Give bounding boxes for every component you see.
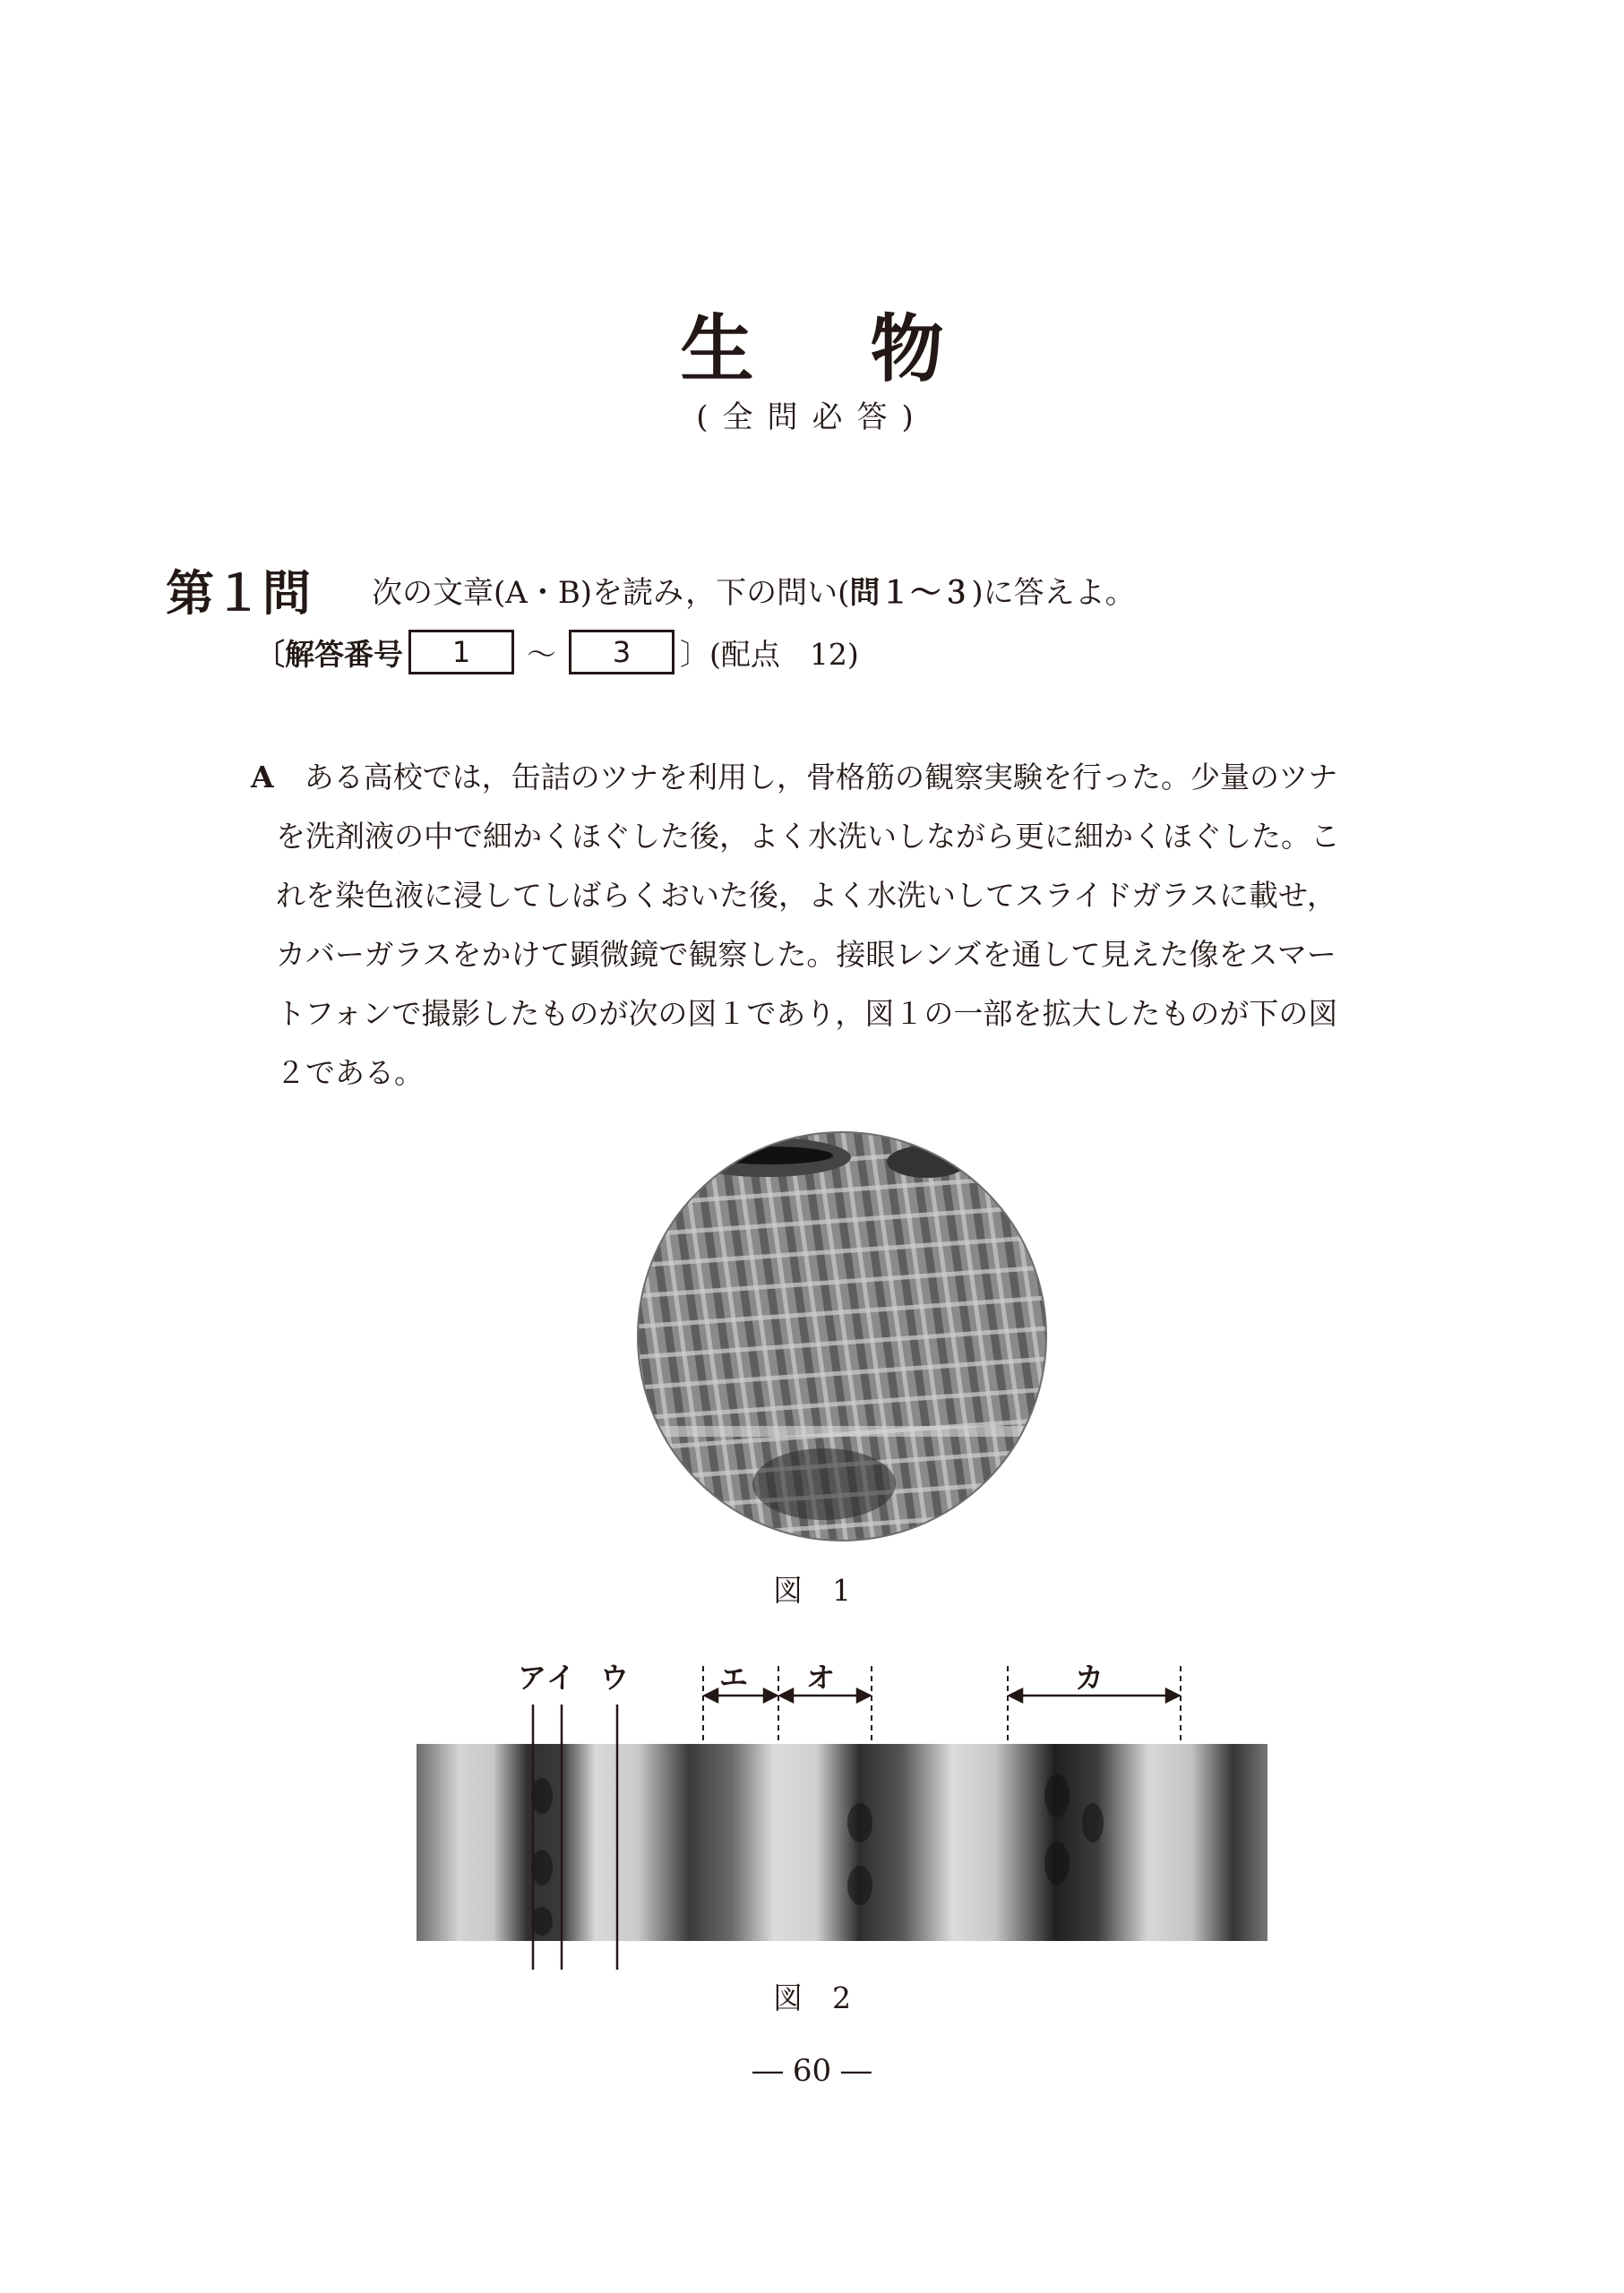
passage-line: カバーガラスをかけて顕微鏡で観察した。接眼レンズを通して見えた像をスマー bbox=[276, 937, 1336, 972]
figure-2-striations bbox=[417, 1715, 1267, 1975]
label-i: イ bbox=[546, 1661, 576, 1695]
passage-a bbox=[251, 748, 1415, 1103]
question-intro bbox=[372, 568, 1136, 612]
question-intro-range: 問１～３ bbox=[849, 575, 972, 611]
page-number: ― 60 ― bbox=[752, 2053, 872, 2089]
passage-line: を洗剤液の中で細かくほぐした後，よく水洗いしながら更に細かくほぐした。こ bbox=[276, 819, 1340, 854]
answer-number-line bbox=[255, 627, 859, 677]
label-o: オ bbox=[806, 1661, 836, 1695]
page-subtitle: (全問必答) bbox=[696, 399, 928, 435]
answer-box-end: 3 bbox=[569, 630, 675, 674]
question-number: 第１問 bbox=[166, 565, 311, 622]
question-intro-after: )に答えよ。 bbox=[971, 575, 1136, 611]
title-char-1: 生 bbox=[680, 307, 754, 392]
figure-1-micrograph bbox=[636, 1130, 1048, 1542]
answer-box-start: 1 bbox=[408, 630, 514, 674]
figure-2-caption: 図 2 bbox=[773, 1980, 851, 2015]
label-ka: カ bbox=[1075, 1661, 1104, 1695]
label-a: ア bbox=[518, 1661, 547, 1695]
passage-label: A bbox=[251, 760, 274, 794]
answer-label: 〔解答番号 bbox=[255, 636, 403, 672]
label-e: エ bbox=[719, 1661, 749, 1695]
title-char-2: 物 bbox=[870, 307, 944, 392]
question-intro-before: 次の文章(A・B)を読み，下の問い( bbox=[372, 575, 850, 611]
passage-line: ２である。 bbox=[276, 1055, 424, 1090]
answer-tilde: ～ bbox=[527, 636, 556, 672]
figure-1-caption: 図 1 bbox=[773, 1573, 851, 1608]
page-title bbox=[0, 291, 1624, 396]
passage-line: ある高校では，缶詰のツナを利用し，骨格筋の観察実験を行った。少量のツナ bbox=[304, 760, 1338, 794]
passage-line: トフォンで撮影したものが次の図１であり，図１の一部を拡大したものが下の図 bbox=[276, 996, 1338, 1031]
label-u: ウ bbox=[600, 1661, 630, 1695]
passage-line: れを染色液に浸してしばらくおいた後，よく水洗いしてスライドガラスに載せ， bbox=[276, 878, 1337, 913]
answer-points: 〕(配点 12) bbox=[680, 636, 859, 672]
